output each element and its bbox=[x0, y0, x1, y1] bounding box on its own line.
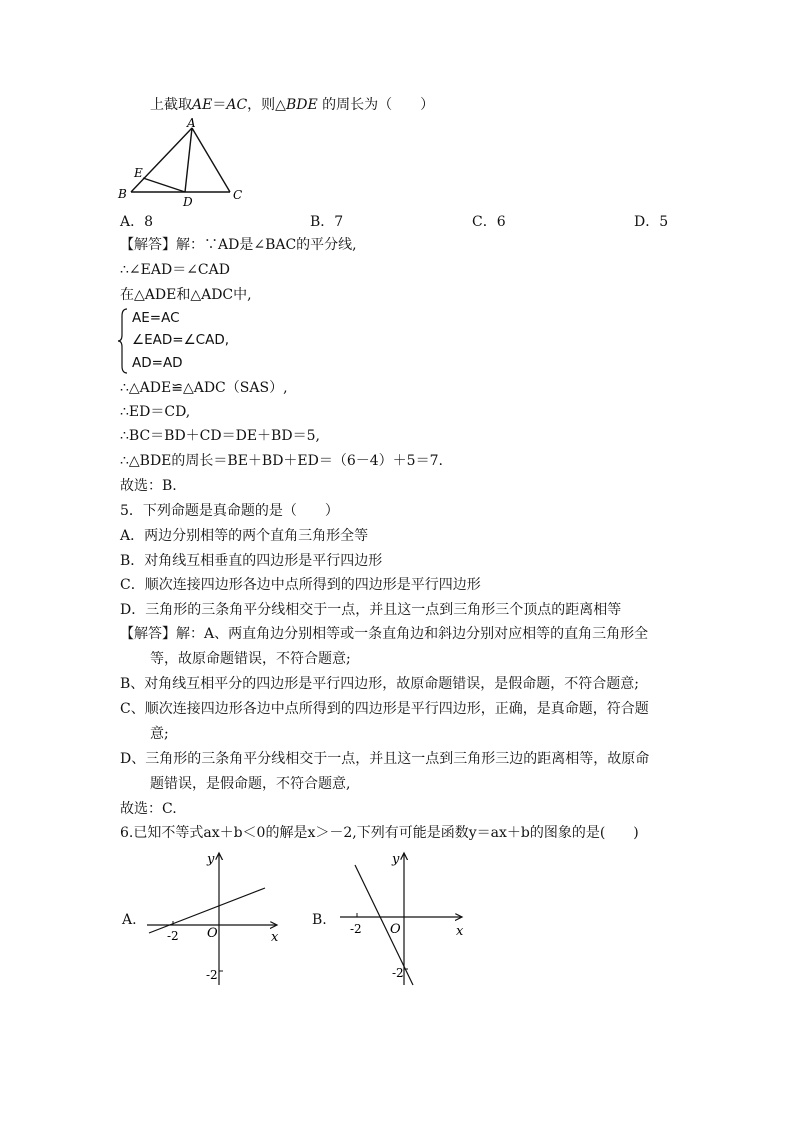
graph-b-origin: O bbox=[390, 922, 401, 937]
graph-a-y-label: y bbox=[207, 852, 215, 867]
q5-answer-line-3: B、对角线互相平分的四边形是平行四边形，故原命题错误，是假命题，不符合题意; bbox=[120, 676, 640, 692]
system-line-2: ∠EAD=∠CAD, bbox=[132, 332, 230, 348]
q5-answer-line-4: C、顺次连接四边形各边中点所得到的四边形是平行四边形，正确，是真命题，符合题 bbox=[120, 701, 649, 717]
q5-option-d: D．三角形的三条角平分线相交于一点，并且这一点到三角形三个顶点的距离相等 bbox=[120, 602, 622, 618]
graph-a-neg2-y: -2 bbox=[206, 968, 218, 982]
q4-answer-line-2: ∴∠EAD＝∠CAD bbox=[120, 262, 230, 278]
q4-stem: 上截取AE＝AC，则△BDE 的周长为（ ） bbox=[150, 97, 435, 113]
q5-option-c: C．顺次连接四边形各边中点所得到的四边形是平行四边形 bbox=[120, 577, 481, 593]
graph-a-x-label: x bbox=[271, 930, 279, 945]
label-B: B bbox=[118, 187, 127, 201]
q6-graph-b bbox=[330, 845, 475, 990]
graph-b-neg2-y: -2 bbox=[392, 966, 404, 980]
label-A: A bbox=[187, 116, 196, 130]
q6-graph-a bbox=[145, 845, 290, 990]
graph-a-neg2-x: -2 bbox=[167, 929, 179, 943]
q4-answer-line-1: 【解答】解：∵AD是∠BAC的平分线, bbox=[120, 237, 357, 253]
q6-stem: 6.已知不等式ax＋b＜0的解是x＞－2,下列有可能是函数y＝ax＋b的图象的是( ) bbox=[120, 825, 639, 841]
graph-b-x-label: x bbox=[456, 924, 464, 939]
q5-option-b: B．对角线互相垂直的四边形是平行四边形 bbox=[120, 553, 383, 569]
q4-option-c: C．6 bbox=[472, 214, 506, 230]
q5-stem: 5．下列命题是真命题的是（ ） bbox=[120, 503, 339, 519]
q5-answer-line-2: 等，故原命题错误，不符合题意; bbox=[150, 651, 351, 667]
q4-answer-line-7: ∴△BDE的周长＝BE＋BD＋ED＝（6－4）＋5＝7. bbox=[120, 453, 443, 469]
q4-answer-line-6: ∴BC＝BD＋CD＝DE＋BD＝5, bbox=[120, 428, 320, 444]
q4-answer-line-8: 故选：B. bbox=[120, 478, 177, 494]
system-line-1: AE=AC bbox=[132, 310, 180, 326]
q5-answer-line-5: 意; bbox=[150, 726, 169, 742]
q5-answer-line-6: D、三角形的三条角平分线相交于一点，并且这一点到三角形三边的距离相等，故原命 bbox=[120, 751, 650, 767]
q6-graph-a-label: A. bbox=[122, 912, 137, 928]
q4-answer-line-3: 在△ADE和△ADC中, bbox=[120, 287, 252, 303]
graph-b-y-label: y bbox=[392, 852, 400, 867]
q5-answer-line-1: 【解答】解：A、两直角边分别相等或一条直角边和斜边分别对应相等的直角三角形全 bbox=[120, 626, 649, 642]
label-C: C bbox=[233, 188, 243, 202]
q5-option-a: A．两边分别相等的两个直角三角形全等 bbox=[120, 528, 369, 544]
graph-b-neg2-x: -2 bbox=[350, 922, 362, 936]
graph-a-origin: O bbox=[207, 926, 218, 941]
q4-triangle-figure bbox=[110, 115, 260, 210]
system-brace bbox=[118, 308, 128, 374]
system-line-3: AD=AD bbox=[132, 355, 183, 371]
q5-answer-line-7: 题错误，是假命题，不符合题意, bbox=[150, 776, 351, 792]
q4-answer-line-5: ∴ED＝CD, bbox=[120, 404, 191, 420]
q4-option-d: D．5 bbox=[634, 214, 669, 230]
q5-answer-line-8: 故选：C. bbox=[120, 801, 177, 817]
q6-graph-b-label: B. bbox=[312, 912, 327, 928]
q4-answer-line-4: ∴△ADE≌△ADC（SAS）, bbox=[120, 380, 288, 396]
label-D: D bbox=[183, 195, 193, 209]
q4-option-b: B．7 bbox=[310, 214, 344, 230]
label-E: E bbox=[134, 166, 143, 180]
q4-option-a: A．8 bbox=[120, 214, 154, 230]
